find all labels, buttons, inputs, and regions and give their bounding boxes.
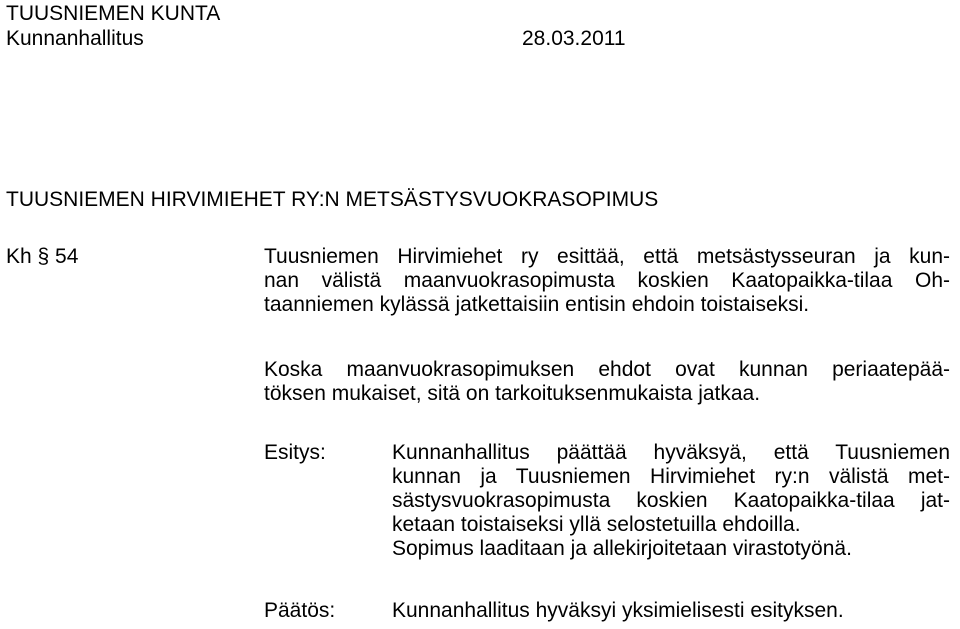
proposal-label: Esitys: [264, 441, 326, 464]
proposal-line: Kunnanhallitus päättää hyväksyä, että Tuusniemen [392, 441, 950, 464]
section-reference: Kh § 54 [6, 245, 79, 268]
paragraph-line: töksen mukaiset, sitä on tarkoituksenmukaista jatkaa. [264, 382, 761, 405]
proposal-line: ketaan toistaiseksi yllä selostetuilla ehdoilla. [392, 513, 801, 536]
proposal-line: sästysvuokrasopimusta koskien Kaatopaikka-tilaa jat- [392, 489, 950, 512]
proposal-line: kunnan ja Tuusniemen Hirvimiehet ry:n välistä met- [392, 465, 950, 488]
decision-text: Kunnanhallitus hyväksyi yksimielisesti esityksen. [392, 599, 844, 622]
meeting-date: 28.03.2011 [522, 27, 626, 50]
paragraph-line: nan välistä maanvuokrasopimusta koskien Kaatopaikka-tilaa Oh- [264, 269, 950, 292]
paragraph-line: Tuusniemen Hirvimiehet ry esittää, että metsästysseuran ja kun- [264, 245, 950, 268]
decision-label: Päätös: [264, 599, 336, 622]
paragraph-line: taanniemen kylässä jatkettaisiin entisin ehdoin toistaiseksi. [264, 293, 810, 316]
organization-name: TUUSNIEMEN KUNTA [6, 2, 221, 25]
governing-body: Kunnanhallitus [6, 27, 144, 50]
document-title: TUUSNIEMEN HIRVIMIEHET RY:N METSÄSTYSVUOKRASOPIMUS [6, 188, 659, 211]
proposal-line: Sopimus laaditaan ja allekirjoitetaan virastotyönä. [392, 537, 852, 560]
paragraph-line: Koska maanvuokrasopimuksen ehdot ovat kunnan periaatepää- [264, 358, 950, 381]
